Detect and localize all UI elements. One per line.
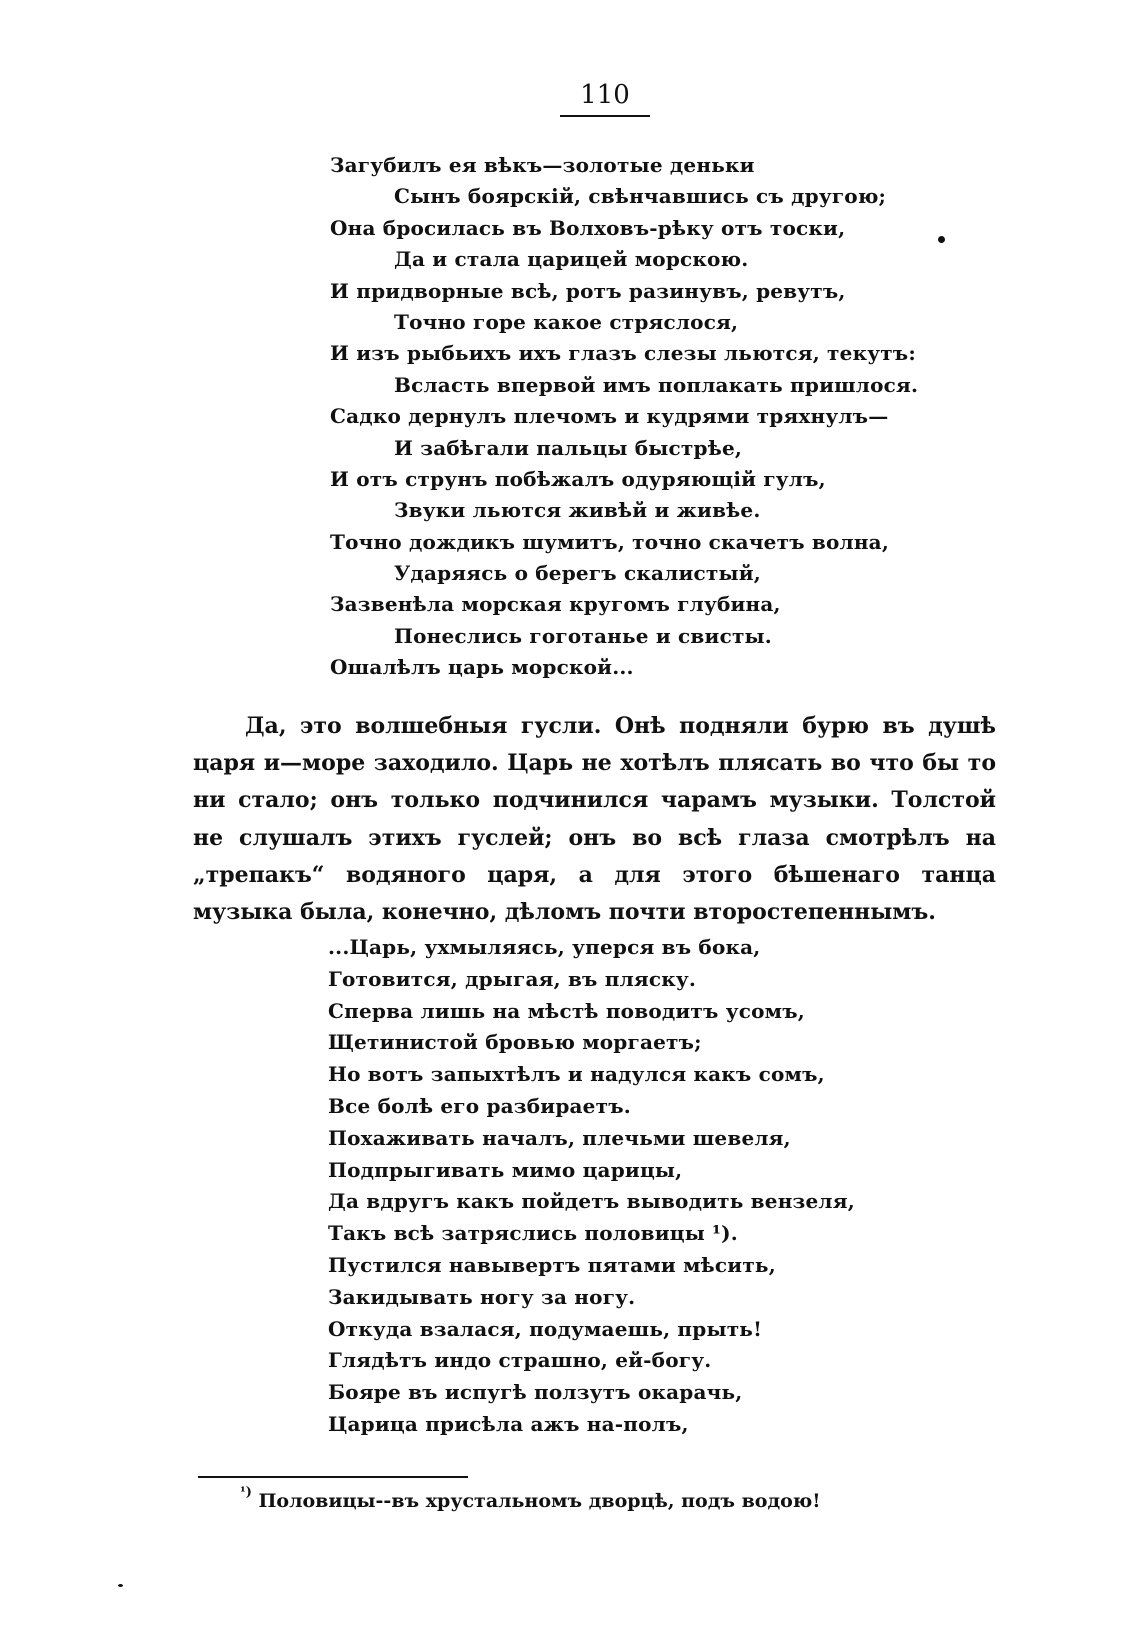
- verse-line: Ошалѣлъ царь морской...: [330, 655, 634, 680]
- verse-line: Садко дернулъ плечомъ и кудрями тряхнулъ—: [330, 404, 889, 429]
- verse-line: Такъ всѣ затряслись половицы ¹).: [328, 1221, 738, 1246]
- verse-line: Зазвенѣла морская кругомъ глубина,: [330, 592, 781, 617]
- verse-block-top: [330, 150, 918, 684]
- footnote-marker: ¹): [240, 1485, 252, 1500]
- verse-line: Пустился навывертъ пятами мѣсить,: [328, 1252, 776, 1277]
- verse-line: Сынъ боярскій, свѣнчавшись съ другою;: [394, 184, 887, 209]
- verse-line: Откуда взалася, подумаешь, прыть!: [328, 1316, 763, 1341]
- verse-line: Сперва лишь на мѣстѣ поводитъ усомъ,: [328, 998, 805, 1023]
- verse-line: Но вотъ запыхтѣлъ и надулся какъ сомъ,: [328, 1062, 825, 1087]
- footnote: [240, 1486, 821, 1516]
- verse-line: И забѣгали пальцы быстрѣе,: [394, 435, 743, 460]
- verse-line: ...Царь, ухмыляясь, уперся въ бока,: [328, 935, 761, 959]
- verse-line: И отъ струнъ побѣжалъ одуряющій гулъ,: [330, 466, 826, 491]
- verse-line: Подпрыгивать мимо царицы,: [328, 1157, 683, 1182]
- verse-line: Вcласть впервой имъ поплакать пришлося.: [394, 372, 919, 397]
- verse-line: Похаживать началъ, плечьми шевеля,: [328, 1125, 791, 1150]
- ink-speck: [118, 1584, 123, 1587]
- verse-line: Все болѣ его разбираетъ.: [328, 1093, 631, 1118]
- verse-block-bottom: [328, 932, 855, 1457]
- verse-line: Да вдругъ какъ пойдетъ выводить вензеля,: [328, 1189, 855, 1214]
- footnote-rule: [198, 1476, 468, 1478]
- page-number-rule: [560, 115, 650, 117]
- verse-line: Щетинистой бровью моргаетъ;: [328, 1030, 702, 1055]
- verse-line: Точно горе какое стряслося,: [394, 309, 739, 334]
- verse-line: Загубилъ ея вѣкъ—золотые деньки: [330, 153, 755, 177]
- ink-speck: [938, 236, 945, 243]
- footnote-text: Половицы--въ хрустальномъ дворцѣ, подъ водою!: [258, 1490, 821, 1512]
- verse-line: Понеслись гоготанье и свисты.: [394, 623, 772, 648]
- verse-line: Звуки льются живѣй и живѣе.: [394, 498, 761, 523]
- verse-line: Закидывать ногу за ногу.: [328, 1284, 636, 1309]
- verse-line: Ударяясь о берегъ скалистый,: [394, 561, 761, 586]
- prose-paragraph: Да, это волшебныя гусли. Онѣ подняли бурю въ душѣ царя и—море заходило. Царь не хотѣлъ плясать во что бы то ни стало; онъ только подчинился чарамъ музыки. Толстой не слушалъ этихъ гуслей; онъ во всѣ глаза смотрѣлъ на „трепакъ“ водяного царя, а для этого бѣшенаго танца музыка была, конечно, дѣломъ почти второстепеннымъ.: [193, 713, 996, 926]
- verse-line: Точно дождикъ шумитъ, точно скачетъ волна,: [330, 529, 889, 554]
- page-number: 110: [580, 80, 630, 110]
- verse-line: И придворные всѣ, ротъ разинувъ, ревутъ,: [330, 278, 846, 303]
- verse-line: Царица присѣла ажъ на-полъ,: [328, 1411, 689, 1436]
- verse-line: И изъ рыбьихъ ихъ глазъ слезы льются, текутъ:: [330, 341, 916, 366]
- verse-line: Готовится, дрыгая, въ пляску.: [328, 966, 697, 991]
- verse-line: Бояре въ испугѣ ползутъ окарачь,: [328, 1380, 743, 1405]
- verse-line: Глядѣтъ индо страшно, ей-богу.: [328, 1348, 712, 1373]
- verse-line: Она бросилась въ Волховъ-рѣку отъ тоски,: [330, 215, 846, 240]
- verse-line: Да и стала царицей морскою.: [394, 247, 749, 272]
